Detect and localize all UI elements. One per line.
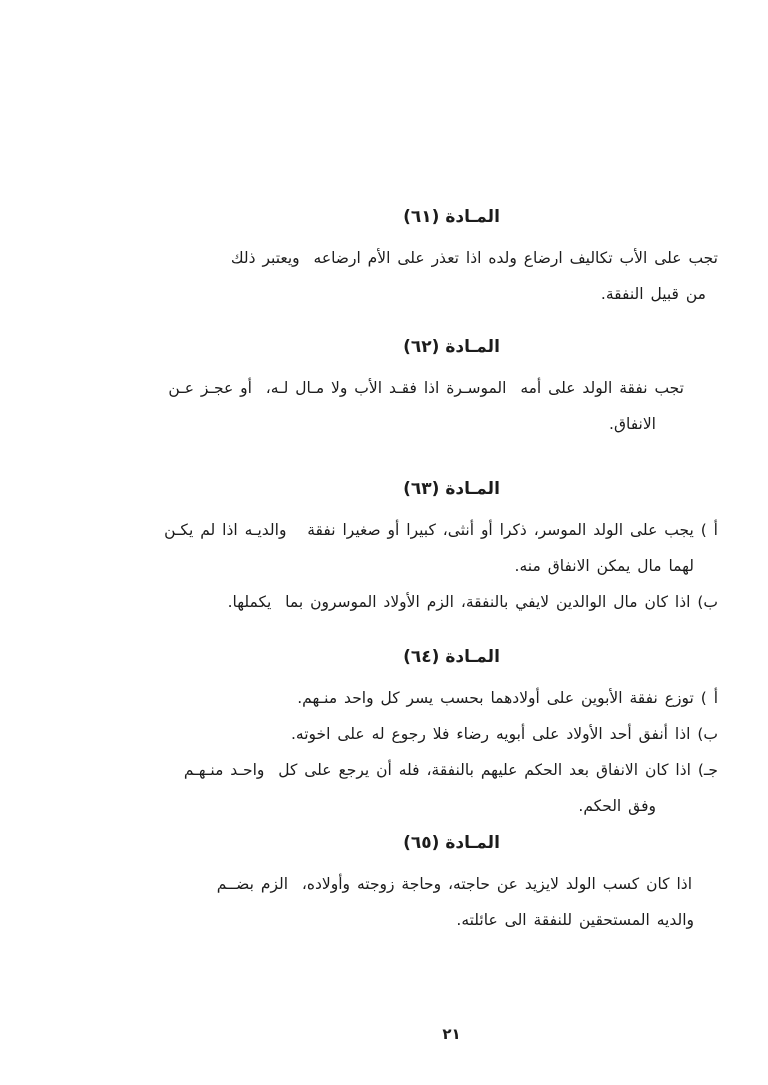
article-63-title: المـادة (٦٣) bbox=[403, 479, 500, 499]
article-65-title: المـادة (٦٥) bbox=[403, 833, 500, 853]
article-64-item-c-cont: وفق الحكم. bbox=[578, 797, 656, 815]
article-62 bbox=[95, 336, 718, 442]
article-63-item-a: أ ) يجب على الولد الموسر، ذكرا أو أنثى، كبيرا أو صغيرا نفقة والديـه اذا لم يكـن bbox=[164, 521, 718, 539]
article-63-item-a-cont: لهما مال يمكن الانفاق منه. bbox=[514, 557, 694, 575]
article-61-line-1: تجب على الأب تكاليف ارضاع ولده اذا تعذر على الأم ارضاعه ويعتبر ذلك bbox=[230, 249, 718, 267]
article-64 bbox=[95, 646, 718, 824]
article-65-line-2: والديه المستحقين للنفقة الى عائلته. bbox=[456, 911, 694, 929]
article-62-line-2: الانفاق. bbox=[609, 415, 656, 433]
article-63 bbox=[95, 478, 718, 620]
article-62-line-1: تجب نفقة الولد على أمه الموسـرة اذا فقـد الأب ولا مـال لـه، أو عجـز عـن bbox=[168, 379, 684, 397]
article-63-body bbox=[95, 512, 718, 620]
article-65-body bbox=[95, 866, 718, 938]
article-65-line-1: اذا كان كسب الولد لايزيد عن حاجته، وحاجة زوجته وأولاده، الزم بضــم bbox=[216, 875, 692, 893]
article-61-body bbox=[95, 240, 718, 312]
article-62-body bbox=[95, 370, 718, 442]
article-63-item-b: ب) اذا كان مال الوالدين لايفي بالنفقة، الزم الأولاد الموسرون بما يكملها. bbox=[227, 593, 718, 611]
article-62-title: المـادة (٦٢) bbox=[403, 337, 500, 357]
article-64-title: المـادة (٦٤) bbox=[403, 647, 500, 667]
article-64-item-b: ب) اذا أنفق أحد الأولاد على أبويه رضاء فلا رجوع له على اخوته. bbox=[290, 725, 718, 743]
article-64-body bbox=[95, 680, 718, 824]
article-61 bbox=[95, 206, 718, 312]
page-number: ٢١ bbox=[442, 1025, 461, 1043]
article-65 bbox=[95, 832, 718, 938]
article-64-item-c: جـ) اذا كان الانفاق بعد الحكم عليهم بالنفقة، فله أن يرجع على كل واحـد منـهـم bbox=[183, 761, 718, 779]
article-61-line-2: من قبيل النفقة. bbox=[600, 285, 706, 303]
article-64-item-a: أ ) توزع نفقة الأبوين على أولادهما بحسب يسر كل واحد منـهم. bbox=[297, 689, 718, 707]
document-content bbox=[0, 206, 768, 1044]
article-61-title: المـادة (٦١) bbox=[403, 207, 500, 227]
